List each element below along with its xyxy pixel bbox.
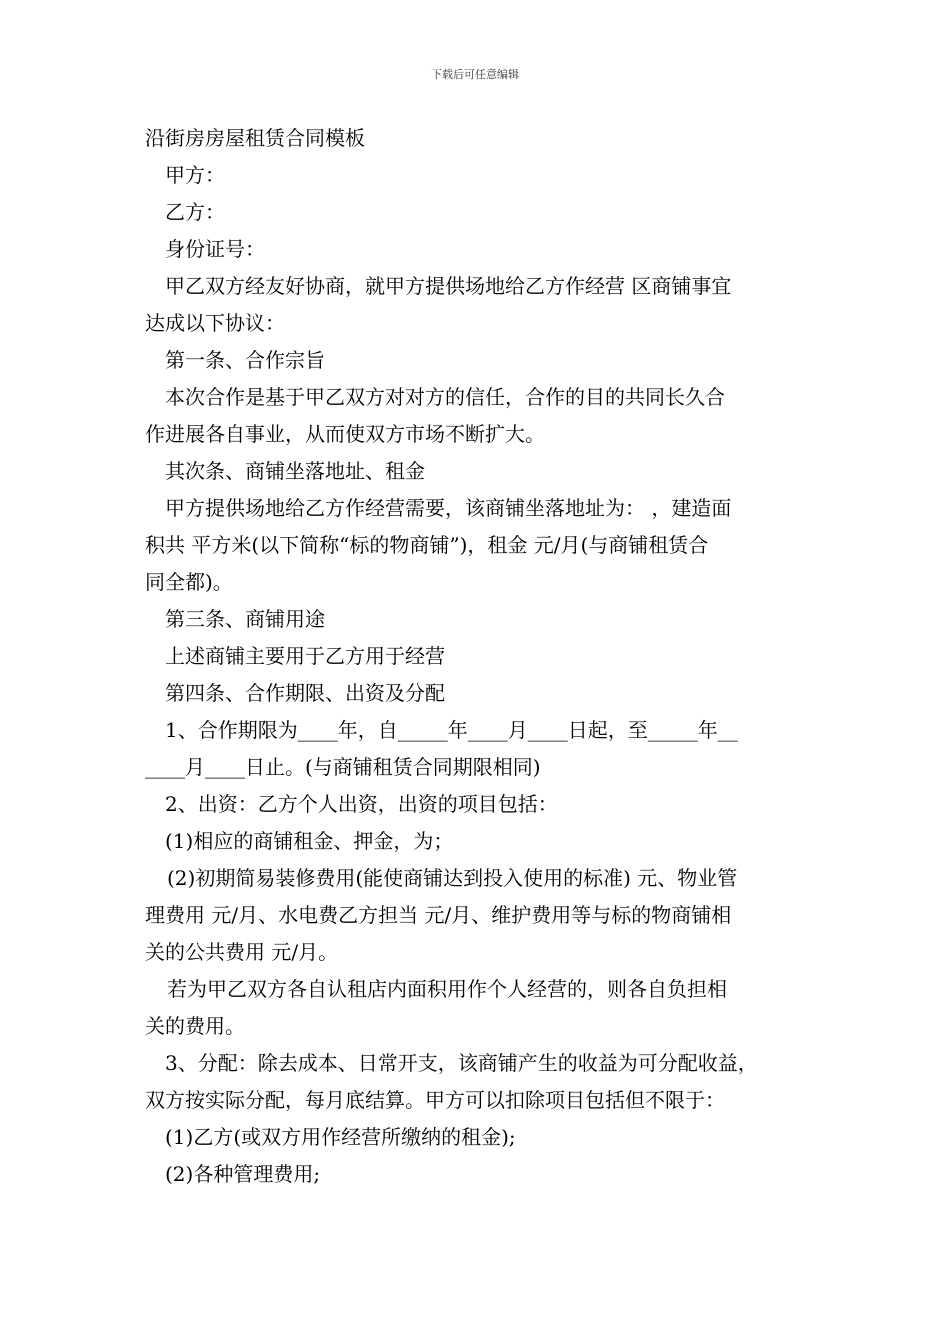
document-title: 沿街房房屋租赁合同模板 <box>145 126 365 150</box>
list-item: (1)相应的商铺租金、押金，为； <box>165 829 454 853</box>
party-b-label: 乙方： <box>165 200 225 224</box>
paragraph-line: 本次合作是基于甲乙双方对对方的信任，合作的目的共同长久合 <box>165 385 725 409</box>
section-heading: 第一条、合作宗旨 <box>165 348 325 372</box>
section-heading: 其次条、商铺坐落地址、租金 <box>165 459 425 483</box>
paragraph-line: 3、分配：除去成本、日常开支，该商铺产生的收益为可分配收益， <box>165 1051 758 1075</box>
paragraph-line: 双方按实际分配，每月底结算。甲方可以扣除项目包括但不限于： <box>145 1088 725 1112</box>
paragraph-line: 同全都)。 <box>145 570 233 594</box>
list-item: (2)各种管理费用; <box>165 1162 321 1186</box>
paragraph-line: 上述商铺主要用于乙方用于经营 <box>165 644 445 668</box>
paragraph-line: 积共 平方米(以下简称“标的物商铺”)，租金 元/月(与商铺租赁合 <box>145 533 709 557</box>
paragraph-line: 作进展各自事业，从而使双方市场不断扩大。 <box>145 422 545 446</box>
paragraph-line: 2、出资：乙方个人出资，出资的项目包括： <box>165 792 558 816</box>
paragraph-line: 若为甲乙双方各自认租店内面积用作个人经营的，则各自负担相 <box>167 977 727 1001</box>
paragraph-line: ____月____日止。(与商铺租赁合同期限相同) <box>145 755 541 779</box>
list-item: (2)初期简易装修费用(能使商铺达到投入使用的标准) 元、物业管 <box>167 866 738 890</box>
id-number-label: 身份证号： <box>165 237 265 261</box>
paragraph-line: 达成以下协议： <box>145 311 285 335</box>
paragraph-line: 甲乙双方经友好协商，就甲方提供场地给乙方作经营 区商铺事宜 <box>165 274 732 298</box>
paragraph-line: 1、合作期限为____年，自_____年____月____日起，至_____年__ <box>165 718 738 742</box>
section-heading: 第四条、合作期限、出资及分配 <box>165 681 445 705</box>
document-body <box>145 120 825 1193</box>
paragraph-line: 甲方提供场地给乙方作经营需要，该商铺坐落地址为： ，建造面 <box>165 496 732 520</box>
paragraph-line: 关的费用。 <box>145 1014 245 1038</box>
list-item: (1)乙方(或双方用作经营所缴纳的租金); <box>165 1125 516 1149</box>
page-header-note: 下载后可任意编辑 <box>431 68 519 81</box>
paragraph-line: 理费用 元/月、水电费乙方担当 元/月、维护费用等与标的物商铺相 <box>145 903 732 927</box>
paragraph-line: 关的公共费用 元/月。 <box>145 940 339 964</box>
section-heading: 第三条、商铺用途 <box>165 607 325 631</box>
party-a-label: 甲方： <box>165 163 225 187</box>
